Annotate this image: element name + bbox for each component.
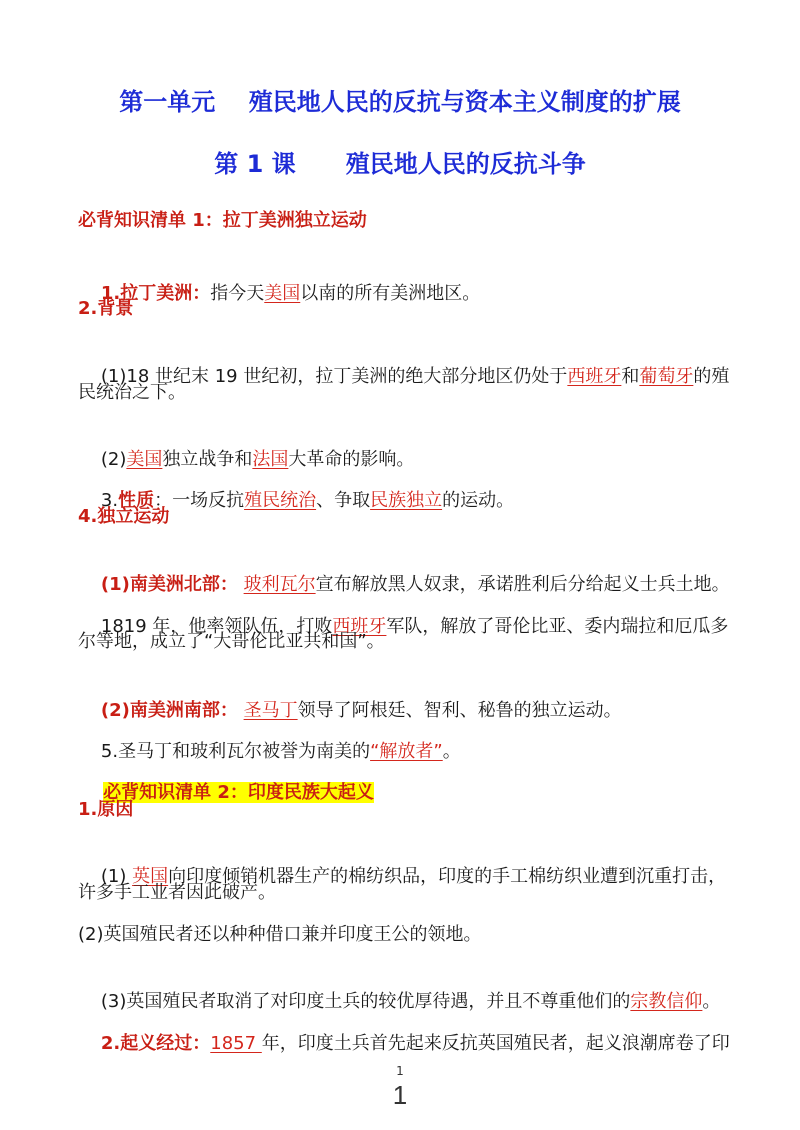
text: (3)英国殖民者取消了对印度土兵的较优厚待遇，并且不尊重他们的 xyxy=(100,991,631,1012)
text: 5.圣马丁和玻利瓦尔被誉为南美的 xyxy=(100,741,371,762)
text: 。 xyxy=(442,741,461,762)
keyword: 西班牙 xyxy=(567,366,622,387)
item-head: (1)南美洲北部： xyxy=(100,574,238,595)
item-head: 性质 xyxy=(118,490,155,511)
lesson-title: 第 1 课 殖民地人民的反抗斗争 xyxy=(214,150,586,178)
text: 的运动。 xyxy=(442,490,515,511)
keyword: 宗教信仰 xyxy=(630,991,703,1012)
text: 3. xyxy=(100,490,119,511)
text: (1)18 世纪末 19 世纪初，拉丁美洲的绝大部分地区仍处于 xyxy=(100,366,568,387)
list1-background-1-cont: 民统治之下。 xyxy=(78,382,186,403)
list1-item-2-head: 2.背景 xyxy=(78,298,134,319)
text: 大革命的影响。 xyxy=(288,449,415,470)
unit-title: 第一单元 殖民地人民的反抗与资本主义制度的扩展 xyxy=(119,88,681,116)
keyword: 民族独立 xyxy=(370,490,443,511)
text: 。 xyxy=(702,991,721,1012)
list2-cause-1-cont: 许多手工业者因此破产。 xyxy=(78,882,276,903)
keyword: 西班牙 xyxy=(332,616,387,637)
text: 向印度倾销机器生产的棉纺织品，印度的手工棉纺织业遭到沉重打击， xyxy=(168,866,727,887)
keyword: 法国 xyxy=(252,449,289,470)
text: 以南的所有美洲地区。 xyxy=(300,283,481,304)
keyword: 圣马丁 xyxy=(243,700,298,721)
keyword: 1857 xyxy=(210,1033,262,1054)
text: 指今天 xyxy=(210,283,265,304)
highlighted-heading: 必背知识清单 2：印度民族大起义 xyxy=(103,782,374,803)
keyword: 葡萄牙 xyxy=(639,366,694,387)
list1-item-1 xyxy=(78,255,480,333)
list1-north-cont-2: 尔等地，成立了“大哥伦比亚共和国”。 xyxy=(78,631,385,652)
text: 领导了阿根廷、智利、秘鲁的独立运动。 xyxy=(297,700,622,721)
text: 年，印度土兵首先起来反抗英国殖民者，起义浪潮席卷了印 xyxy=(261,1033,730,1054)
page-number-large: 1 xyxy=(392,1080,408,1110)
page-number-small: 1 xyxy=(396,1064,404,1078)
list2-cause-2: (2)英国殖民者还以种种借口兼并印度王公的领地。 xyxy=(78,924,482,945)
text: 、争取 xyxy=(316,490,371,511)
keyword: 英国 xyxy=(132,866,169,887)
text: 宣布解放黑人奴隶，承诺胜利后分给起义士兵土地。 xyxy=(315,574,730,595)
item-head: 1.拉丁美洲： xyxy=(100,283,211,304)
text: 军队，解放了哥伦比亚、委内瑞拉和厄瓜多 xyxy=(386,616,729,637)
text: ：一场反抗 xyxy=(154,490,245,511)
list1-item-4-head: 4.独立运动 xyxy=(78,506,170,527)
keyword: 殖民统治 xyxy=(244,490,317,511)
keyword: 美国 xyxy=(264,283,301,304)
text: 独立战争和 xyxy=(162,449,253,470)
keyword: 玻利瓦尔 xyxy=(243,574,316,595)
item-head: (2)南美洲南部： xyxy=(100,700,238,721)
text: (1) xyxy=(100,866,133,887)
list2-item-1-head: 1.原因 xyxy=(78,799,134,820)
text: 1819 年，他率领队伍，打败 xyxy=(100,616,333,637)
text: (2) xyxy=(100,449,127,470)
keyword: 美国 xyxy=(126,449,163,470)
text: 和 xyxy=(621,366,640,387)
keyword: “解放者” xyxy=(370,741,443,762)
text: 的殖 xyxy=(693,366,730,387)
item-head: 2.起义经过： xyxy=(100,1033,211,1054)
list1-heading: 必背知识清单 1：拉丁美洲独立运动 xyxy=(78,210,367,231)
